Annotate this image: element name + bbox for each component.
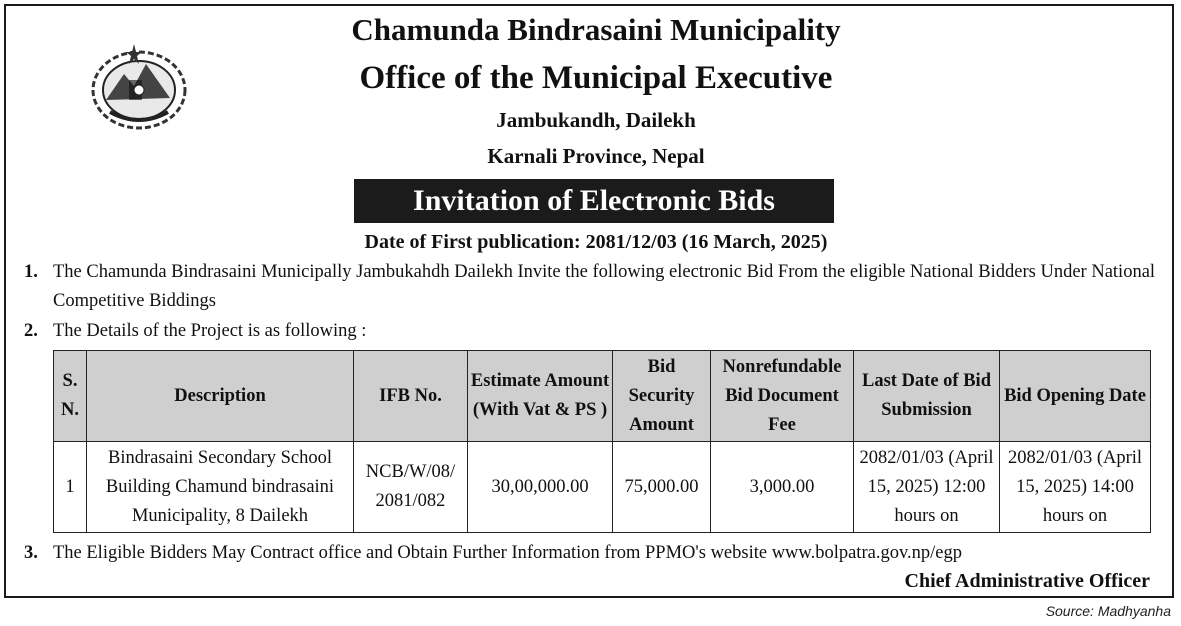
cell-estimate-amount: 30,00,000.00 <box>468 442 613 533</box>
header-last-date: Last Date of Bid Submission <box>854 351 1000 442</box>
cell-document-fee: 3,000.00 <box>711 442 854 533</box>
bid-details-table <box>53 350 1151 533</box>
header-estimate-amount: Estimate Amount (With Vat & PS ) <box>468 351 613 442</box>
table-header-row <box>54 351 1151 442</box>
header-opening-date: Bid Opening Date <box>1000 351 1151 442</box>
point-text: The Details of the Project is as following : <box>53 321 367 341</box>
notice-title: Invitation of Electronic Bids <box>354 179 834 223</box>
source-credit: Source: Madhyanha <box>1045 603 1171 619</box>
cell-bid-security: 75,000.00 <box>613 442 711 533</box>
cell-opening-date: 2082/01/03 (April 15, 2025) 14:00 hours on <box>1000 442 1151 533</box>
table-row <box>54 442 1151 533</box>
cell-last-date: 2082/01/03 (April 15, 2025) 12:00 hours on <box>854 442 1000 533</box>
point-number: 3. <box>24 543 38 563</box>
cell-ifb-no: NCB/W/08/ 2081/082 <box>354 442 468 533</box>
header-ifb-no: IFB No. <box>354 351 468 442</box>
point-3 <box>24 539 1174 569</box>
header-sn: S. N. <box>54 351 87 442</box>
publication-date: Date of First publication: 2081/12/03 (16 March, 2025) <box>364 231 828 253</box>
cell-sn: 1 <box>54 442 87 533</box>
header-description: Description <box>87 351 354 442</box>
office-location: Jambukandh, Dailekh <box>496 108 696 132</box>
point-number: 1. <box>24 262 38 282</box>
nepal-emblem-icon <box>84 38 194 134</box>
municipality-name: Chamunda Bindrasaini Municipality <box>351 12 841 47</box>
point-number: 2. <box>24 321 38 341</box>
point-text: The Chamunda Bindrasaini Municipally Jambukahdh Dailekh Invite the following electronic Bid From the eligible National Bidders Under National Competitive Biddings <box>53 262 1156 311</box>
header-document-fee: Nonrefundable Bid Document Fee <box>711 351 854 442</box>
notice-frame <box>4 4 1174 598</box>
header-bid-security: Bid Security Amount <box>613 351 711 442</box>
point-2 <box>24 317 624 347</box>
office-province: Karnali Province, Nepal <box>487 144 705 168</box>
office-name: Office of the Municipal Executive <box>359 60 833 96</box>
point-text: The Eligible Bidders May Contract office and Obtain Further Information from PPMO's website www.bolpatra.gov.np/egp <box>53 543 962 563</box>
cell-description: Bindrasaini Secondary School Building Chamund bindrasaini Municipality, 8 Dailekh <box>87 442 354 533</box>
point-1 <box>24 258 1174 318</box>
signatory-title: Chief Administrative Officer <box>904 570 1150 592</box>
